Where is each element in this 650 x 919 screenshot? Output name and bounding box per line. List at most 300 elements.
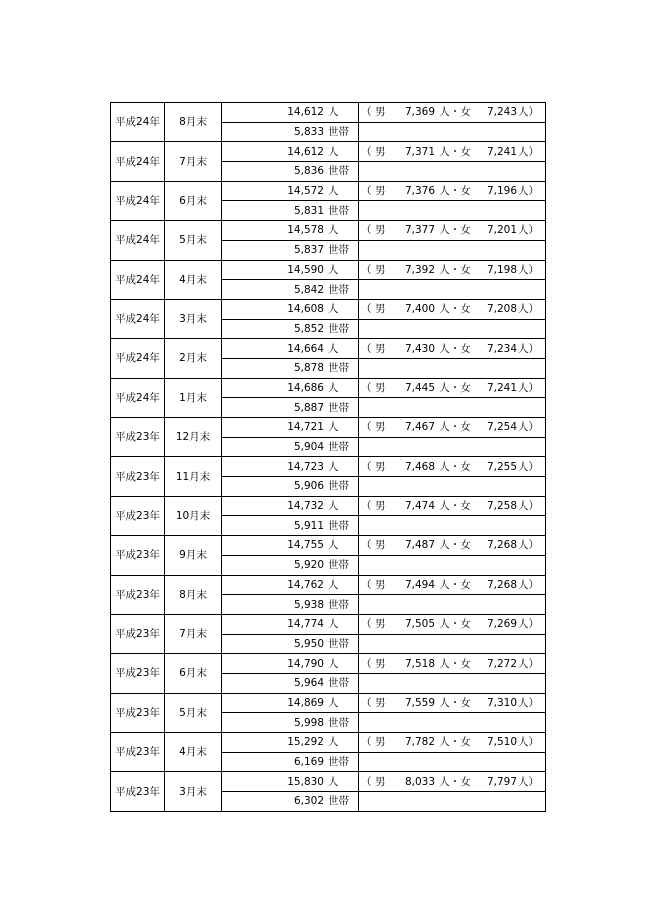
female-label: 人・女 xyxy=(439,224,471,237)
population-value: 15,292 xyxy=(287,736,324,749)
population-value: 14,723 xyxy=(287,460,324,473)
population-row xyxy=(111,260,546,280)
population-value: 15,830 xyxy=(287,775,324,788)
female-label: 人・女 xyxy=(439,263,471,276)
population-value: 14,774 xyxy=(287,618,324,631)
population-row xyxy=(111,614,546,634)
household-value: 5,938 xyxy=(293,598,324,611)
male-count: 7,494 xyxy=(404,578,435,591)
person-unit: 人 xyxy=(328,421,339,434)
gender-breakdown-cell xyxy=(359,693,546,713)
population-value: 14,732 xyxy=(287,500,324,513)
month-cell: 12月末 xyxy=(165,418,222,457)
population-value: 14,664 xyxy=(287,342,324,355)
male-count: 7,467 xyxy=(404,421,435,434)
month-cell: 7月末 xyxy=(165,614,222,653)
person-unit: 人 xyxy=(328,381,339,394)
population-cell xyxy=(222,614,359,634)
population-value: 14,608 xyxy=(287,303,324,316)
empty-cell xyxy=(359,713,546,733)
female-count: 7,196 xyxy=(486,185,517,198)
month-cell: 4月末 xyxy=(165,260,222,299)
household-cell xyxy=(222,240,359,260)
population-value: 14,572 xyxy=(287,185,324,198)
female-count: 7,254 xyxy=(486,421,517,434)
household-cell xyxy=(222,595,359,615)
male-label: 男 xyxy=(375,460,386,473)
household-cell xyxy=(222,398,359,418)
close-paren: 人） xyxy=(518,736,539,749)
population-cell xyxy=(222,693,359,713)
household-value: 5,837 xyxy=(293,244,324,257)
female-count: 7,310 xyxy=(486,696,517,709)
empty-cell xyxy=(359,319,546,339)
female-count: 7,269 xyxy=(486,618,517,631)
gender-breakdown-cell xyxy=(359,733,546,753)
empty-cell xyxy=(359,673,546,693)
household-unit: 世帯 xyxy=(328,401,349,414)
empty-cell xyxy=(359,162,546,182)
person-unit: 人 xyxy=(328,460,339,473)
male-label: 男 xyxy=(375,696,386,709)
male-label: 男 xyxy=(375,618,386,631)
population-cell xyxy=(222,142,359,162)
female-count: 7,241 xyxy=(486,381,517,394)
person-unit: 人 xyxy=(328,145,339,158)
female-count: 7,255 xyxy=(486,460,517,473)
empty-cell xyxy=(359,752,546,772)
population-row xyxy=(111,496,546,516)
population-value: 14,612 xyxy=(287,145,324,158)
population-row xyxy=(111,536,546,556)
female-label: 人・女 xyxy=(439,578,471,591)
female-label: 人・女 xyxy=(439,736,471,749)
household-cell xyxy=(222,358,359,378)
household-unit: 世帯 xyxy=(328,756,349,769)
gender-breakdown-cell xyxy=(359,654,546,674)
gender-breakdown-cell xyxy=(359,221,546,241)
year-cell: 平成23年 xyxy=(111,457,165,496)
female-count: 7,241 xyxy=(486,145,517,158)
person-unit: 人 xyxy=(328,696,339,709)
year-cell: 平成24年 xyxy=(111,299,165,338)
household-unit: 世帯 xyxy=(328,126,349,139)
year-cell: 平成24年 xyxy=(111,103,165,142)
household-unit: 世帯 xyxy=(328,165,349,178)
household-value: 5,836 xyxy=(293,165,324,178)
empty-cell xyxy=(359,358,546,378)
female-count: 7,208 xyxy=(486,303,517,316)
close-paren: 人） xyxy=(518,696,539,709)
person-unit: 人 xyxy=(328,303,339,316)
household-unit: 世帯 xyxy=(328,559,349,572)
open-paren: （ xyxy=(361,657,372,670)
person-unit: 人 xyxy=(328,539,339,552)
household-value: 5,920 xyxy=(293,559,324,572)
male-count: 7,505 xyxy=(404,618,435,631)
year-cell: 平成23年 xyxy=(111,418,165,457)
household-value: 5,878 xyxy=(293,362,324,375)
population-cell xyxy=(222,772,359,792)
population-value: 14,578 xyxy=(287,224,324,237)
month-cell: 6月末 xyxy=(165,181,222,220)
household-cell xyxy=(222,516,359,536)
male-count: 7,487 xyxy=(404,539,435,552)
male-count: 7,445 xyxy=(404,381,435,394)
month-cell: 10月末 xyxy=(165,496,222,535)
male-label: 男 xyxy=(375,736,386,749)
household-cell xyxy=(222,634,359,654)
household-value: 5,833 xyxy=(293,126,324,139)
population-row xyxy=(111,733,546,753)
female-label: 人・女 xyxy=(439,775,471,788)
population-row xyxy=(111,654,546,674)
household-cell xyxy=(222,752,359,772)
female-label: 人・女 xyxy=(439,303,471,316)
household-cell xyxy=(222,280,359,300)
population-value: 14,686 xyxy=(287,381,324,394)
female-count: 7,201 xyxy=(486,224,517,237)
open-paren: （ xyxy=(361,106,372,119)
population-row xyxy=(111,103,546,123)
female-label: 人・女 xyxy=(439,342,471,355)
close-paren: 人） xyxy=(518,578,539,591)
female-label: 人・女 xyxy=(439,460,471,473)
household-cell xyxy=(222,477,359,497)
household-value: 5,831 xyxy=(293,204,324,217)
month-cell: 4月末 xyxy=(165,733,222,772)
person-unit: 人 xyxy=(328,618,339,631)
empty-cell xyxy=(359,516,546,536)
gender-breakdown-cell xyxy=(359,299,546,319)
female-label: 人・女 xyxy=(439,185,471,198)
month-cell: 7月末 xyxy=(165,142,222,181)
population-row xyxy=(111,378,546,398)
male-label: 男 xyxy=(375,539,386,552)
population-cell xyxy=(222,181,359,201)
male-label: 男 xyxy=(375,421,386,434)
open-paren: （ xyxy=(361,342,372,355)
year-cell: 平成24年 xyxy=(111,260,165,299)
population-value: 14,721 xyxy=(287,421,324,434)
open-paren: （ xyxy=(361,185,372,198)
household-unit: 世帯 xyxy=(328,283,349,296)
population-value: 14,755 xyxy=(287,539,324,552)
gender-breakdown-cell xyxy=(359,614,546,634)
close-paren: 人） xyxy=(518,460,539,473)
year-cell: 平成24年 xyxy=(111,142,165,181)
household-value: 5,904 xyxy=(293,441,324,454)
female-count: 7,243 xyxy=(486,106,517,119)
household-unit: 世帯 xyxy=(328,637,349,650)
person-unit: 人 xyxy=(328,342,339,355)
household-cell xyxy=(222,437,359,457)
open-paren: （ xyxy=(361,500,372,513)
female-label: 人・女 xyxy=(439,145,471,158)
population-cell xyxy=(222,496,359,516)
empty-cell xyxy=(359,280,546,300)
male-label: 男 xyxy=(375,303,386,316)
year-cell: 平成24年 xyxy=(111,181,165,220)
male-count: 7,468 xyxy=(404,460,435,473)
person-unit: 人 xyxy=(328,578,339,591)
month-cell: 3月末 xyxy=(165,299,222,338)
close-paren: 人） xyxy=(518,618,539,631)
month-cell: 8月末 xyxy=(165,575,222,614)
month-cell: 2月末 xyxy=(165,339,222,378)
gender-breakdown-cell xyxy=(359,260,546,280)
male-count: 7,559 xyxy=(404,696,435,709)
female-label: 人・女 xyxy=(439,696,471,709)
open-paren: （ xyxy=(361,539,372,552)
close-paren: 人） xyxy=(518,263,539,276)
population-row xyxy=(111,221,546,241)
population-cell xyxy=(222,378,359,398)
female-count: 7,797 xyxy=(486,775,517,788)
close-paren: 人） xyxy=(518,342,539,355)
female-count: 7,268 xyxy=(486,578,517,591)
population-row xyxy=(111,142,546,162)
gender-breakdown-cell xyxy=(359,457,546,477)
gender-breakdown-cell xyxy=(359,103,546,123)
gender-breakdown-cell xyxy=(359,378,546,398)
gender-breakdown-cell xyxy=(359,181,546,201)
population-cell xyxy=(222,536,359,556)
population-value: 14,790 xyxy=(287,657,324,670)
year-cell: 平成23年 xyxy=(111,575,165,614)
household-unit: 世帯 xyxy=(328,480,349,493)
person-unit: 人 xyxy=(328,775,339,788)
female-count: 7,272 xyxy=(486,657,517,670)
open-paren: （ xyxy=(361,736,372,749)
open-paren: （ xyxy=(361,263,372,276)
empty-cell xyxy=(359,792,546,812)
female-label: 人・女 xyxy=(439,106,471,119)
open-paren: （ xyxy=(361,145,372,158)
household-unit: 世帯 xyxy=(328,244,349,257)
male-label: 男 xyxy=(375,775,386,788)
male-label: 男 xyxy=(375,263,386,276)
empty-cell xyxy=(359,634,546,654)
household-unit: 世帯 xyxy=(328,441,349,454)
male-count: 7,392 xyxy=(404,263,435,276)
household-cell xyxy=(222,792,359,812)
household-cell xyxy=(222,673,359,693)
open-paren: （ xyxy=(361,618,372,631)
male-label: 男 xyxy=(375,224,386,237)
male-label: 男 xyxy=(375,342,386,355)
male-label: 男 xyxy=(375,657,386,670)
month-cell: 9月末 xyxy=(165,536,222,575)
gender-breakdown-cell xyxy=(359,142,546,162)
household-cell xyxy=(222,319,359,339)
empty-cell xyxy=(359,437,546,457)
close-paren: 人） xyxy=(518,185,539,198)
population-cell xyxy=(222,299,359,319)
female-count: 7,234 xyxy=(486,342,517,355)
female-count: 7,268 xyxy=(486,539,517,552)
female-label: 人・女 xyxy=(439,657,471,670)
close-paren: 人） xyxy=(518,657,539,670)
empty-cell xyxy=(359,477,546,497)
open-paren: （ xyxy=(361,224,372,237)
population-row xyxy=(111,772,546,792)
empty-cell xyxy=(359,555,546,575)
year-cell: 平成23年 xyxy=(111,536,165,575)
household-value: 5,950 xyxy=(293,637,324,650)
year-cell: 平成23年 xyxy=(111,733,165,772)
female-count: 7,258 xyxy=(486,500,517,513)
open-paren: （ xyxy=(361,775,372,788)
close-paren: 人） xyxy=(518,500,539,513)
household-cell xyxy=(222,122,359,142)
month-cell: 11月末 xyxy=(165,457,222,496)
month-cell: 3月末 xyxy=(165,772,222,811)
male-count: 7,371 xyxy=(404,145,435,158)
household-value: 5,852 xyxy=(293,322,324,335)
household-value: 6,302 xyxy=(293,795,324,808)
open-paren: （ xyxy=(361,303,372,316)
gender-breakdown-cell xyxy=(359,418,546,438)
person-unit: 人 xyxy=(328,736,339,749)
year-cell: 平成23年 xyxy=(111,654,165,693)
household-value: 5,911 xyxy=(293,519,324,532)
gender-breakdown-cell xyxy=(359,536,546,556)
population-row xyxy=(111,457,546,477)
gender-breakdown-cell xyxy=(359,496,546,516)
female-count: 7,198 xyxy=(486,263,517,276)
female-label: 人・女 xyxy=(439,500,471,513)
close-paren: 人） xyxy=(518,145,539,158)
household-value: 5,906 xyxy=(293,480,324,493)
household-cell xyxy=(222,555,359,575)
population-cell xyxy=(222,457,359,477)
open-paren: （ xyxy=(361,578,372,591)
female-label: 人・女 xyxy=(439,539,471,552)
household-unit: 世帯 xyxy=(328,598,349,611)
year-cell: 平成24年 xyxy=(111,221,165,260)
gender-breakdown-cell xyxy=(359,575,546,595)
female-label: 人・女 xyxy=(439,421,471,434)
male-label: 男 xyxy=(375,145,386,158)
open-paren: （ xyxy=(361,421,372,434)
male-count: 7,782 xyxy=(404,736,435,749)
male-count: 7,400 xyxy=(404,303,435,316)
person-unit: 人 xyxy=(328,106,339,119)
male-count: 7,518 xyxy=(404,657,435,670)
open-paren: （ xyxy=(361,381,372,394)
population-cell xyxy=(222,103,359,123)
open-paren: （ xyxy=(361,460,372,473)
month-cell: 1月末 xyxy=(165,378,222,417)
person-unit: 人 xyxy=(328,500,339,513)
close-paren: 人） xyxy=(518,106,539,119)
population-value: 14,590 xyxy=(287,263,324,276)
year-cell: 平成23年 xyxy=(111,772,165,811)
population-value: 14,612 xyxy=(287,106,324,119)
population-cell xyxy=(222,221,359,241)
empty-cell xyxy=(359,122,546,142)
population-row xyxy=(111,418,546,438)
household-value: 5,964 xyxy=(293,677,324,690)
population-cell xyxy=(222,733,359,753)
female-count: 7,510 xyxy=(486,736,517,749)
person-unit: 人 xyxy=(328,263,339,276)
population-cell xyxy=(222,339,359,359)
year-cell: 平成24年 xyxy=(111,378,165,417)
population-row xyxy=(111,299,546,319)
year-cell: 平成23年 xyxy=(111,693,165,732)
close-paren: 人） xyxy=(518,224,539,237)
population-value: 14,762 xyxy=(287,578,324,591)
population-row xyxy=(111,575,546,595)
empty-cell xyxy=(359,595,546,615)
household-value: 5,842 xyxy=(293,283,324,296)
population-table xyxy=(110,102,546,812)
population-row xyxy=(111,339,546,359)
person-unit: 人 xyxy=(328,185,339,198)
month-cell: 5月末 xyxy=(165,693,222,732)
population-row xyxy=(111,181,546,201)
household-unit: 世帯 xyxy=(328,716,349,729)
male-label: 男 xyxy=(375,106,386,119)
household-value: 6,169 xyxy=(293,756,324,769)
close-paren: 人） xyxy=(518,775,539,788)
male-label: 男 xyxy=(375,578,386,591)
male-label: 男 xyxy=(375,381,386,394)
male-count: 7,369 xyxy=(404,106,435,119)
year-cell: 平成24年 xyxy=(111,339,165,378)
open-paren: （ xyxy=(361,696,372,709)
household-cell xyxy=(222,713,359,733)
household-unit: 世帯 xyxy=(328,677,349,690)
gender-breakdown-cell xyxy=(359,339,546,359)
population-cell xyxy=(222,418,359,438)
household-unit: 世帯 xyxy=(328,362,349,375)
close-paren: 人） xyxy=(518,303,539,316)
person-unit: 人 xyxy=(328,657,339,670)
household-value: 5,998 xyxy=(293,716,324,729)
household-cell xyxy=(222,201,359,221)
population-table-body xyxy=(111,103,546,812)
male-count: 7,430 xyxy=(404,342,435,355)
household-value: 5,887 xyxy=(293,401,324,414)
female-label: 人・女 xyxy=(439,618,471,631)
month-cell: 8月末 xyxy=(165,103,222,142)
close-paren: 人） xyxy=(518,421,539,434)
population-value: 14,869 xyxy=(287,696,324,709)
male-count: 8,033 xyxy=(404,775,435,788)
female-label: 人・女 xyxy=(439,381,471,394)
gender-breakdown-cell xyxy=(359,772,546,792)
empty-cell xyxy=(359,240,546,260)
population-cell xyxy=(222,575,359,595)
male-label: 男 xyxy=(375,500,386,513)
household-unit: 世帯 xyxy=(328,322,349,335)
month-cell: 5月末 xyxy=(165,221,222,260)
year-cell: 平成23年 xyxy=(111,496,165,535)
population-cell xyxy=(222,654,359,674)
year-cell: 平成23年 xyxy=(111,614,165,653)
male-label: 男 xyxy=(375,185,386,198)
close-paren: 人） xyxy=(518,539,539,552)
empty-cell xyxy=(359,398,546,418)
household-cell xyxy=(222,162,359,182)
household-unit: 世帯 xyxy=(328,795,349,808)
household-unit: 世帯 xyxy=(328,204,349,217)
person-unit: 人 xyxy=(328,224,339,237)
empty-cell xyxy=(359,201,546,221)
